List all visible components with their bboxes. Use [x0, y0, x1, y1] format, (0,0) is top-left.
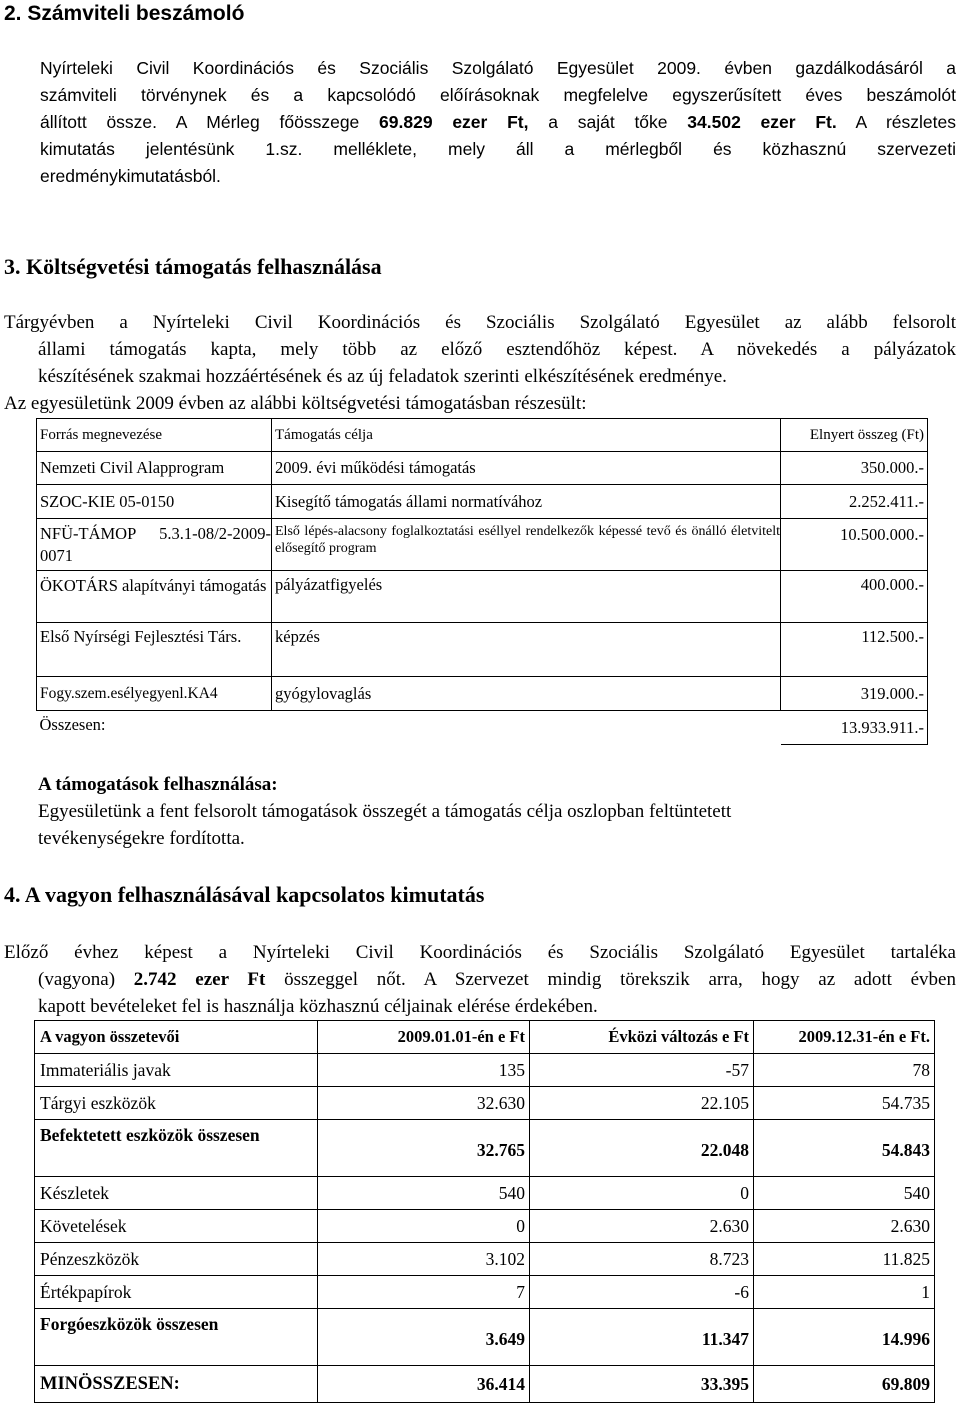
balance-total: 69.829 ezer Ft,	[379, 112, 529, 132]
start-value-cell: 7	[318, 1276, 530, 1309]
equity-total: 34.502 ezer Ft.	[687, 112, 837, 132]
asset-name-cell: Értékpapírok	[35, 1276, 318, 1309]
support-table	[36, 418, 928, 745]
paragraph-line: Előző évhez képest a Nyírteleki Civil Koordinációs és Szociális Szolgálató Egyesület tartaléka	[4, 942, 956, 963]
paragraph-line: tevékenységekre fordította.	[38, 828, 245, 849]
table-row	[35, 1243, 935, 1276]
paragraph-line: állami támogatás kapta, mely több az előző esztendőhöz képest. A növekedés a pályázatok	[38, 339, 956, 360]
source-cell: Fogy.szem.esélyegyenl.KA4	[37, 677, 272, 711]
table-row	[35, 1210, 935, 1243]
empty-cell	[272, 711, 781, 745]
source-cell: NFÜ-TÁMOP 5.3.1-08/2-2009-0071	[37, 519, 272, 571]
change-value-cell: 33.395	[530, 1366, 754, 1403]
amount-cell: 400.000.-	[781, 571, 928, 623]
paragraph-line: Tárgyévben a Nyírteleki Civil Koordinációs és Szociális Szolgálató Egyesület az alább felsorolt	[4, 312, 956, 333]
table-row	[37, 623, 928, 677]
source-cell: ÖKOTÁRS alapítványi támogatás	[37, 571, 272, 623]
amount-cell: 2.252.411.-	[781, 485, 928, 519]
asset-name-cell: Tárgyi eszközök	[35, 1087, 318, 1120]
purpose-cell: pályázatfigyelés	[272, 571, 781, 623]
column-header: 2009.01.01-én e Ft	[318, 1021, 530, 1054]
start-value-cell: 3.649	[318, 1309, 530, 1366]
asset-name-cell: Forgóeszközök összesen	[35, 1309, 318, 1366]
usage-title: A támogatások felhasználása:	[38, 774, 278, 795]
table-row	[35, 1177, 935, 1210]
start-value-cell: 32.630	[318, 1087, 530, 1120]
change-value-cell: 22.105	[530, 1087, 754, 1120]
table-row	[35, 1120, 935, 1177]
asset-name-cell: Követelések	[35, 1210, 318, 1243]
section-4-title: 4. A vagyon felhasználásával kapcsolatos kimutatás	[4, 882, 485, 907]
purpose-cell: 2009. évi működési támogatás	[272, 452, 781, 485]
start-value-cell: 135	[318, 1054, 530, 1087]
end-value-cell: 2.630	[754, 1210, 935, 1243]
section-2-title: 2. Számviteli beszámoló	[4, 2, 245, 25]
column-header: Évközi változás e Ft	[530, 1021, 754, 1054]
table-row	[37, 452, 928, 485]
asset-name-cell: MINÖSSZESEN:	[35, 1366, 318, 1403]
total-label: Összesen:	[39, 715, 106, 734]
asset-table	[34, 1020, 935, 1403]
asset-name-cell: Befektetett eszközök összesen	[35, 1120, 318, 1177]
end-value-cell: 78	[754, 1054, 935, 1087]
start-value-cell: 32.765	[318, 1120, 530, 1177]
table-header-row	[35, 1021, 935, 1054]
end-value-cell: 54.735	[754, 1087, 935, 1120]
source-cell: Nemzeti Civil Alapprogram	[37, 452, 272, 485]
table-total-row	[37, 711, 928, 745]
purpose-cell: képzés	[272, 623, 781, 677]
column-header: A vagyon összetevői	[35, 1021, 318, 1054]
section-4-paragraph	[4, 939, 956, 1020]
source-cell: SZOC-KIE 05-0150	[37, 485, 272, 519]
usage-block	[38, 771, 956, 852]
end-value-cell: 69.809	[754, 1366, 935, 1403]
end-value-cell: 11.825	[754, 1243, 935, 1276]
amount-cell: 10.500.000.-	[781, 519, 928, 571]
change-value-cell: -6	[530, 1276, 754, 1309]
change-value-cell: 0	[530, 1177, 754, 1210]
column-header: 2009.12.31-én e Ft.	[754, 1021, 935, 1054]
change-value-cell: -57	[530, 1054, 754, 1087]
start-value-cell: 540	[318, 1177, 530, 1210]
paragraph-line: Nyírteleki Civil Koordinációs és Szociális Szolgálató Egyesület 2009. évben gazdálkodásáról a	[40, 58, 956, 78]
table-row	[35, 1087, 935, 1120]
total-amount: 13.933.911.-	[781, 711, 928, 745]
table-row	[37, 677, 928, 711]
paragraph-line: számviteli törvénynek és a kapcsolódó előírásoknak megfelelve egyszerűsített éves beszámolót	[40, 85, 956, 105]
purpose-cell: gyógylovaglás	[272, 677, 781, 711]
column-header: Forrás megnevezése	[37, 419, 272, 452]
amount-cell: 112.500.-	[781, 623, 928, 677]
asset-name-cell: Készletek	[35, 1177, 318, 1210]
table-row	[37, 519, 928, 571]
source-cell: Első Nyírségi Fejlesztési Társ.	[37, 623, 272, 677]
amount-cell: 319.000.-	[781, 677, 928, 711]
table-row	[37, 571, 928, 623]
purpose-cell: Első lépés-alacsony foglalkoztatási eséllyel rendelkezők képessé tevő és önálló életvitelt elősegítő program	[272, 519, 781, 571]
paragraph-line: kapott bevételeket fel is használja közhasznú céljainak elérése érdekében.	[38, 996, 598, 1017]
end-value-cell: 1	[754, 1276, 935, 1309]
table-row	[35, 1366, 935, 1403]
column-header: Támogatás célja	[272, 419, 781, 452]
start-value-cell: 0	[318, 1210, 530, 1243]
paragraph-line: állított össze. A Mérleg főösszege 69.829 ezer Ft, a saját tőke 34.502 ezer Ft. A részletes	[40, 112, 956, 132]
section-3-title: 3. Költségvetési támogatás felhasználása	[4, 254, 382, 279]
change-value-cell: 2.630	[530, 1210, 754, 1243]
start-value-cell: 36.414	[318, 1366, 530, 1403]
change-value-cell: 11.347	[530, 1309, 754, 1366]
amount-cell: 350.000.-	[781, 452, 928, 485]
table-row	[35, 1309, 935, 1366]
paragraph-line: (vagyona) 2.742 ezer Ft összeggel nőt. A Szervezet mindig törekszik arra, hogy az adott évben	[38, 969, 956, 990]
change-value-cell: 22.048	[530, 1120, 754, 1177]
reserve-growth: 2.742 ezer Ft	[133, 969, 266, 990]
end-value-cell: 540	[754, 1177, 935, 1210]
section-3-paragraph	[4, 309, 956, 417]
table-row	[35, 1054, 935, 1087]
paragraph-line: kimutatás jelentésünk 1.sz. melléklete, mely áll a mérlegből és közhasznú szervezeti	[40, 139, 956, 159]
start-value-cell: 3.102	[318, 1243, 530, 1276]
paragraph-line: készítésének szakmai hozzáértésének és az új feladatok szerinti elkészítésének eredménye.	[38, 366, 727, 387]
purpose-cell: Kisegítő támogatás állami normatívához	[272, 485, 781, 519]
table-header-row	[37, 419, 928, 452]
asset-name-cell: Pénzeszközök	[35, 1243, 318, 1276]
asset-name-cell: Immateriális javak	[35, 1054, 318, 1087]
table-row	[35, 1276, 935, 1309]
column-header: Elnyert összeg (Ft)	[781, 419, 928, 452]
table-row	[37, 485, 928, 519]
paragraph-line: Az egyesületünk 2009 évben az alábbi költségvetési támogatásban részesült:	[4, 393, 587, 414]
end-value-cell: 14.996	[754, 1309, 935, 1366]
end-value-cell: 54.843	[754, 1120, 935, 1177]
paragraph-line: eredménykimutatásból.	[40, 166, 221, 186]
change-value-cell: 8.723	[530, 1243, 754, 1276]
paragraph-line: Egyesületünk a fent felsorolt támogatások összegét a támogatás célja oszlopban feltüntetett	[38, 801, 732, 822]
section-2-paragraph	[40, 55, 956, 190]
